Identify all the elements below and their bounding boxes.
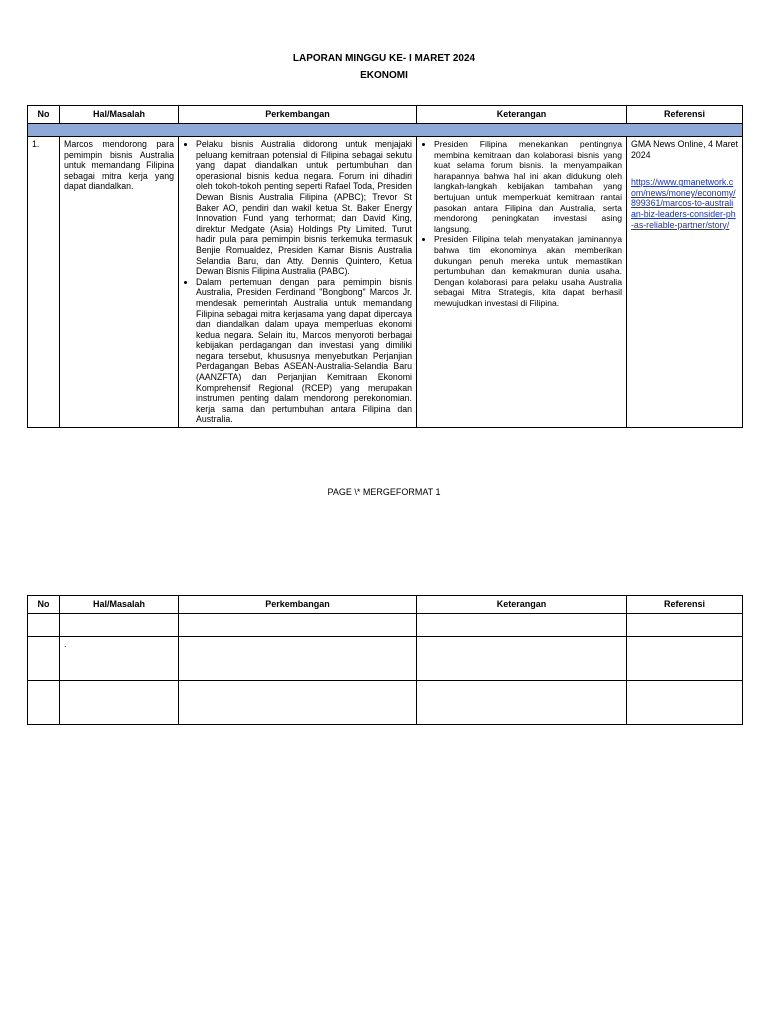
table-row bbox=[28, 681, 743, 725]
table-header-row bbox=[28, 106, 743, 124]
section-band-row bbox=[28, 124, 743, 137]
header-keterangan: Keterangan bbox=[417, 106, 627, 124]
header-no: No bbox=[28, 596, 60, 614]
header-referensi: Referensi bbox=[627, 106, 743, 124]
page-field-footer: PAGE \* MERGEFORMAT 1 bbox=[327, 487, 441, 497]
report-subtitle: EKONOMI bbox=[360, 70, 408, 81]
table-row bbox=[28, 137, 743, 428]
header-no: No bbox=[28, 106, 60, 124]
table-header-row bbox=[28, 596, 743, 614]
header-perkembangan: Perkembangan bbox=[179, 596, 417, 614]
table-row bbox=[28, 637, 743, 681]
keterangan-list bbox=[421, 139, 622, 309]
referensi-source: GMA News Online, 4 Maret 2024 bbox=[631, 139, 738, 160]
second-report-table bbox=[27, 595, 743, 725]
list-item: • Pelaku bisnis Australia didorong untuk menjajaki peluang kemitraan potensial di Filipina sebagai sekutu yang dapat diandalkan untuk pertumbuhan dan operasional bisnis kedua negara. Forum ini dihadiri oleh tokoh-tokoh penting seperti Rafael Toda, Presiden Dewan Bisnis Australia Filipina (APBC); Trevor St Baker AO, pendiri dan wakil ketua St. Baker Energy Innovation Fund yang terhormat; dan David King, direktur Medgate (Asia) Holdings Pty Limited. Turut hadir pula para pemimpin bisnis terkemuka termasuk Benjie Romualdez, Presiden Kamar Bisnis Australia Selandia Baru, dan Atty. Dennis Quintero, Ketua Dewan Bisnis Filipina Australia (PABC). bbox=[196, 139, 412, 277]
row-no: 1. bbox=[28, 137, 60, 428]
list-item: • Dalam pertemuan dengan para pemimpin bisnis Australia, Presiden Ferdinand "Bongbong" Marcos Jr. mendesak pemerintah Australia untuk memandang Filipina sebagai mitra kerjasama yang dapat dipercaya dan diandalkan dalam upaya memperluas ekonomi kedua negara. Selain itu, Marcos menyoroti berbagai kebijakan perdagangan dan investasi yang dimiliki negara tersebut, khususnya menyebutkan Perjanjian Perdagangan Bebas ASEAN-Australia-Selandia Baru (AANZFTA) dan Perjanjian Kemitraan Ekonomi Komprehensif Regional (RCEP) yang merupakan instrumen penting dalam mendorong perekonomian. kerja sama dan pertumbuhan antara Filipina dan Australia. bbox=[196, 277, 412, 425]
header-hal-masalah: Hal/Masalah bbox=[60, 106, 179, 124]
report-title: LAPORAN MINGGU KE- I MARET 2024 bbox=[292, 53, 476, 64]
main-report-table bbox=[27, 105, 743, 428]
perkembangan-list bbox=[183, 139, 412, 425]
row-keterangan bbox=[417, 137, 627, 428]
header-referensi: Referensi bbox=[627, 596, 743, 614]
list-item: • Presiden Filipina menekankan pentingnya membina kemitraan dan kolaborasi bisnis yang kuat selama forum bisnis. Ia menyampaikan harapannya bahwa hal ini akan didukung oleh langkah-langkah kebijakan tambahan yang bertujuan untuk memperkuat kemitraan rantai pasokan antara Filipina dan Australia, serta mendorong peningkatan investasi asing langsung. bbox=[434, 139, 622, 234]
header-hal-masalah: Hal/Masalah bbox=[60, 596, 179, 614]
table-row bbox=[28, 614, 743, 637]
referensi-link[interactable]: https://www.gmanetwork.com/news/money/economy/899361/marcos-to-australian-biz-leaders-consider-ph-as-reliable-partner/story/ bbox=[631, 177, 736, 230]
stray-mark-cell: . bbox=[60, 637, 179, 681]
section-band bbox=[28, 124, 743, 137]
row-hal-masalah: Marcos mendorong para pemimpin bisnis Australia untuk memandang Filipina sebagai mitra kerja yang dapat diandalkan. bbox=[60, 137, 179, 428]
header-keterangan: Keterangan bbox=[417, 596, 627, 614]
list-item: • Presiden Filipina telah menyatakan jaminannya bahwa tim ekonominya akan memberikan dukungan penuh mereka untuk memastikan pertumbuhan dan kemakmuran dunia usaha. Dengan kolaborasi para pelaku usaha Australia sebagai Mitra Strategis, kita dapat berhasil mewujudkan investasi di Filipina. bbox=[434, 234, 622, 308]
row-perkembangan bbox=[179, 137, 417, 428]
header-perkembangan: Perkembangan bbox=[179, 106, 417, 124]
row-referensi bbox=[627, 137, 743, 428]
